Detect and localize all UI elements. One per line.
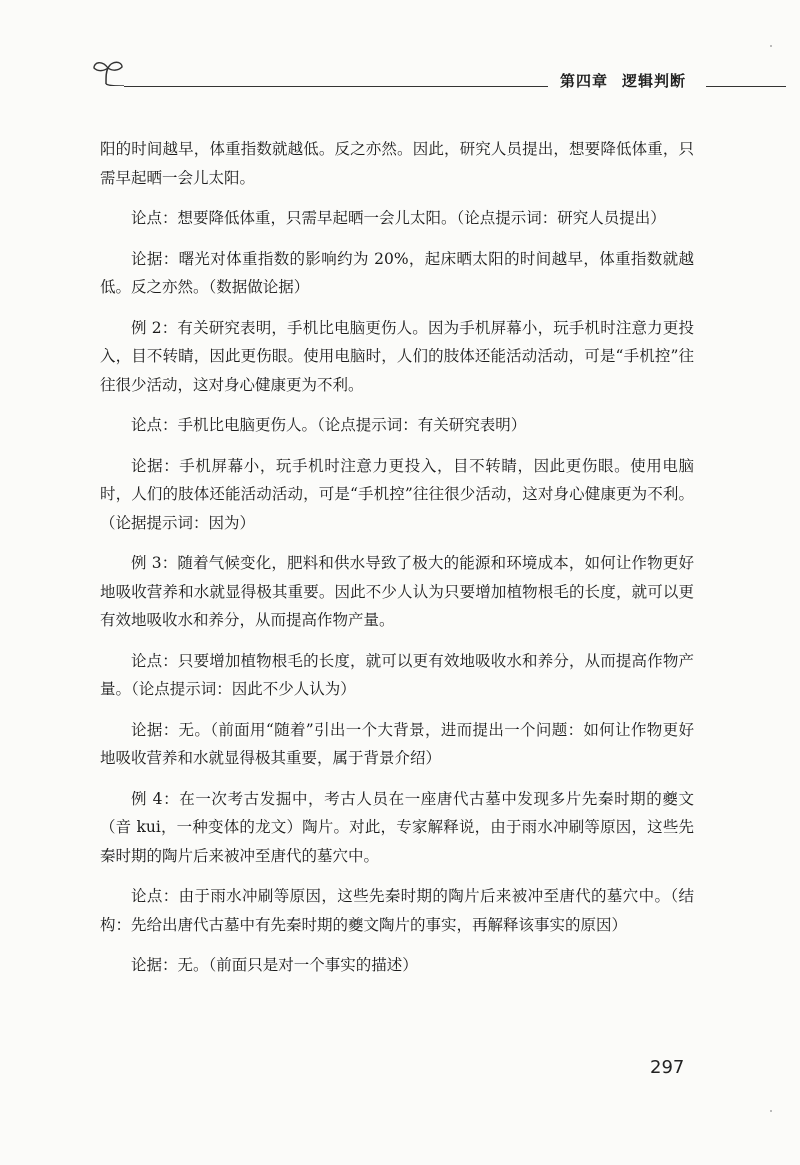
paragraph: 论点：只要增加植物根毛的长度，就可以更有效地吸收水和养分，从而提高作物产量。（论点提示词：因此不少人认为） [100, 651, 694, 698]
page-number: 297 [650, 1057, 685, 1078]
paragraph: 论据：无。（前面只是对一个事实的描述） [131, 956, 418, 974]
paragraph: 论据：无。（前面用“随着”引出一个大背景，进而提出一个问题：如何让作物更好地吸收营养和水就显得极其重要，属于背景介绍） [100, 720, 694, 767]
chapter-number: 第四章 [560, 72, 609, 90]
paragraph: 论点：由于雨水冲刷等原因，这些先秦时期的陶片后来被冲至唐代的墓穴中。（结构：先给出唐代古墓中有先秦时期的夔文陶片的事实，再解释该事实的原因） [100, 887, 694, 934]
paragraph: 例 4：在一次考古发掘中，考古人员在一座唐代古墓中发现多片先秦时期的夔文（音 kui，一种变体的龙文）陶片。对此，专家解释说，由于雨水冲刷等原因，这些先秦时期的陶片后来被冲至唐代的墓穴中。 [100, 789, 694, 865]
page-header [0, 0, 800, 100]
sprout-icon [92, 58, 126, 86]
body-text [100, 135, 694, 992]
paragraph: 论点：想要降低体重，只需早起晒一会儿太阳。（论点提示词：研究人员提出） [131, 209, 666, 227]
margin-mark [770, 45, 772, 47]
header-rule-left [124, 86, 548, 87]
paragraph: 例 2：有关研究表明，手机比电脑更伤人。因为手机屏幕小，玩手机时注意力更投入，目不转睛，因此更伤眼。使用电脑时，人们的肢体还能活动活动，可是“手机控”往往很少活动，这对身心健康更为不利。 [100, 318, 694, 394]
paragraph: 论据：曙光对体重指数的影响约为 20%，起床晒太阳的时间越早，体重指数就越低。反之亦然。（数据做论据） [100, 249, 694, 296]
paragraph: 阳的时间越早，体重指数就越低。反之亦然。因此，研究人员提出，想要降低体重，只需早起晒一会儿太阳。 [100, 140, 694, 187]
paragraph: 论点：手机比电脑更伤人。（论点提示词：有关研究表明） [131, 416, 527, 434]
chapter-title [560, 70, 686, 91]
header-rule-right [706, 86, 786, 87]
margin-mark [770, 1110, 772, 1112]
paragraph: 论据：手机屏幕小，玩手机时注意力更投入，目不转睛，因此更伤眼。使用电脑时，人们的肢体还能活动活动，可是“手机控”往往很少活动，这对身心健康更为不利。（论据提示词：因为） [100, 456, 694, 532]
paragraph: 例 3：随着气候变化，肥料和供水导致了极大的能源和环境成本，如何让作物更好地吸收营养和水就显得极其重要。因此不少人认为只要增加植物根毛的长度，就可以更有效地吸收水和养分，从而提高作物产量。 [100, 554, 694, 629]
chapter-section: 逻辑判断 [622, 72, 687, 90]
